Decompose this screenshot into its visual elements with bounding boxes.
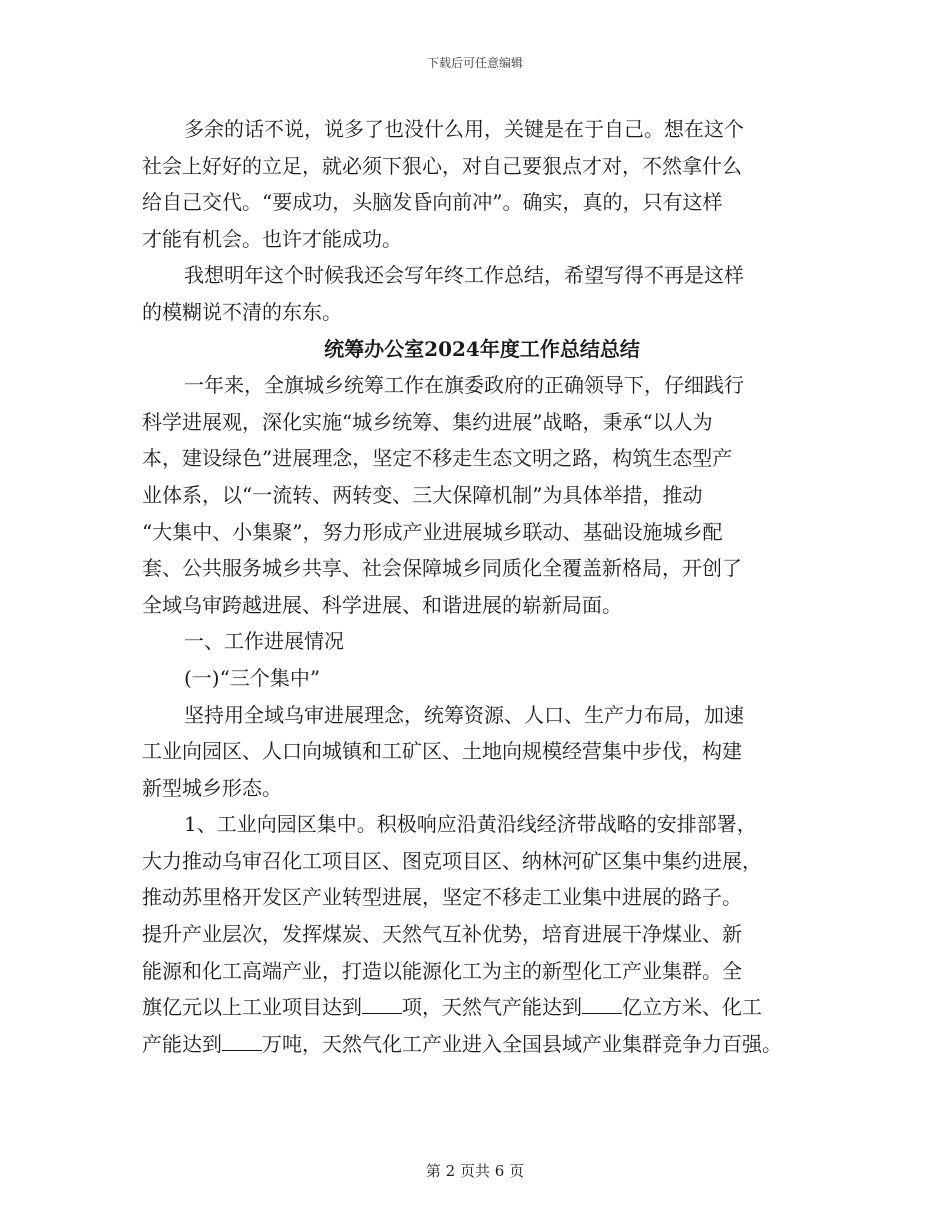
paragraph-line: 坚持用全域乌审进展理念，统筹资源、人口、生产力布局，加速 xyxy=(184,702,744,727)
paragraph-line: 工业向园区、人口向城镇和工矿区、土地向规模经营集中步伐，构建 xyxy=(142,739,742,764)
paragraph-line: 多余的话不说，说多了也没什么用，关键是在于自己。想在这个 xyxy=(184,117,744,141)
paragraph-line: 提升产业层次，发挥煤炭、天然气互补优势，培育进展干净煤业、新 xyxy=(142,922,742,947)
fill-in-blank xyxy=(222,1032,262,1051)
paragraph-line: 的模糊说不清的东东。 xyxy=(142,299,342,324)
fill-in-blank xyxy=(362,995,402,1014)
fill-in-blank xyxy=(582,995,622,1014)
paragraph-line: 新型城乡形态。 xyxy=(142,775,282,800)
text-segment: 项，天然气产能达到 xyxy=(402,995,582,1020)
paragraph-line: 大力推动乌审召化工项目区、图克项目区、纳林河矿区集中集约进展， xyxy=(142,848,762,873)
text-segment: 亿立方米、化工 xyxy=(622,995,762,1020)
paragraph-line: 推动苏里格开发区产业转型进展，坚定不移走工业集中进展的路子。 xyxy=(142,885,742,910)
paragraph-line: 能源和化工高端产业，打造以能源化工为主的新型化工产业集群。全 xyxy=(142,958,742,983)
document-body xyxy=(142,111,822,1062)
page-header: 下载后可任意编辑 xyxy=(426,56,523,70)
paragraph-line: 我想明年这个时候我还会写年终工作总结，希望写得不再是这样 xyxy=(184,263,744,288)
text-segment: 旗亿元以上工业项目达到 xyxy=(142,995,362,1020)
paragraph-line: 全域乌审跨越进展、科学进展、和谐进展的崭新局面。 xyxy=(142,592,622,617)
subsection-heading: (一)“三个集中” xyxy=(184,665,321,690)
paragraph-line xyxy=(142,989,822,1026)
paragraph-line: 才能有机会。也许才能成功。 xyxy=(142,226,402,251)
paragraph-line: 业体系，以“一流转、两转变、三大保障机制”为具体举措，推动 xyxy=(142,482,703,507)
section-heading: 一、工作进展情况 xyxy=(184,629,344,654)
document-title: 统筹办公室2024年度工作总结总结 xyxy=(324,336,640,361)
paragraph-line: 本，建设绿色”进展理念，坚定不移走生态文明之路，构筑生态型产 xyxy=(142,446,733,471)
paragraph-line: 1、工业向园区集中。积极响应沿黄沿线经济带战略的安排部署， xyxy=(184,812,757,837)
paragraph-line: 一年来，全旗城乡统筹工作在旗委政府的正确领导下，仔细践行 xyxy=(184,373,744,398)
page-number: 第 2 页共 6 页 xyxy=(425,1162,525,1180)
text-segment: 产能达到 xyxy=(142,1031,222,1056)
paragraph-line: 科学进展观，深化实施“城乡统筹、集约进展”战略，秉承“以人为 xyxy=(142,409,713,434)
paragraph-line xyxy=(142,1026,822,1063)
paragraph-line: “大集中、小集聚”，努力形成产业进展城乡联动、基础设施城乡配 xyxy=(142,519,723,544)
paragraph-line: 给自己交代。“要成功，头脑发昏向前冲”。确实，真的，只有这样 xyxy=(142,190,723,215)
paragraph-line: 套、公共服务城乡共享、社会保障城乡同质化全覆盖新格局，开创了 xyxy=(142,556,742,581)
text-segment: 万吨，天然气化工产业进入全国县域产业集群竞争力百强。 xyxy=(262,1031,782,1056)
paragraph-line: 社会上好好的立足，就必须下狠心，对自己要狠点才对，不然拿什么 xyxy=(142,153,742,178)
